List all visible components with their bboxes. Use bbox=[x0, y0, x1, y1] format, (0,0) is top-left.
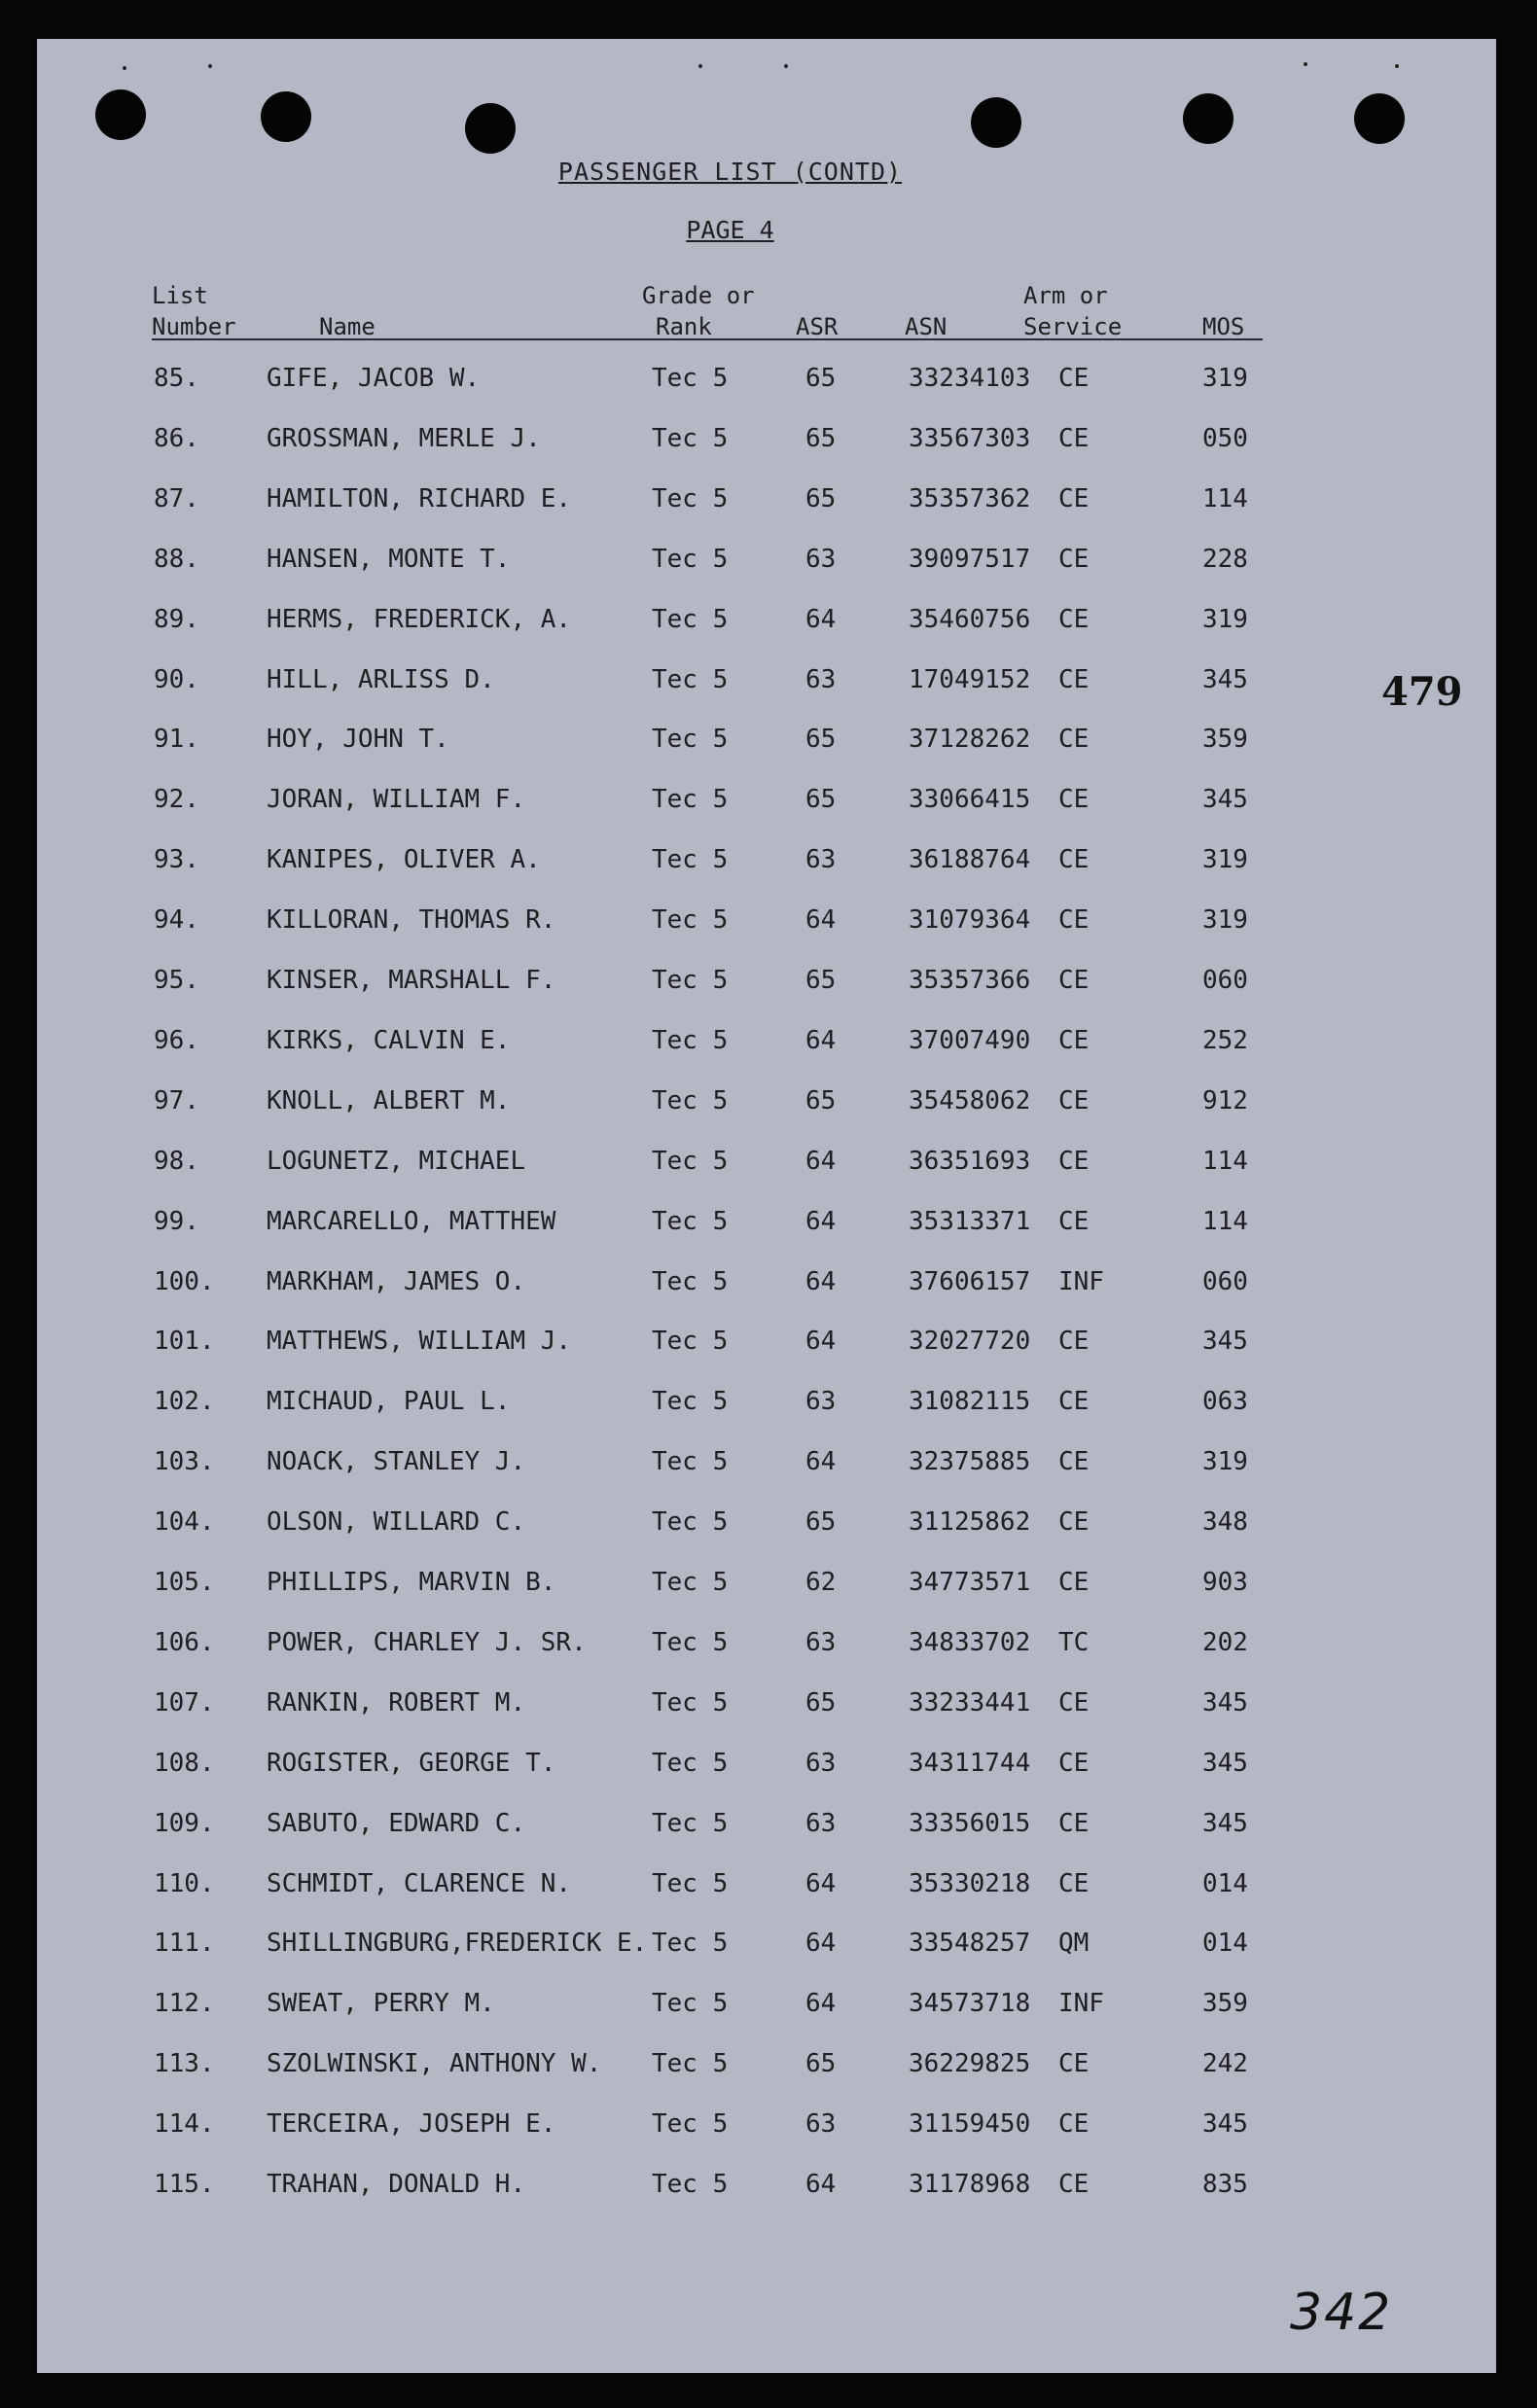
table-row bbox=[37, 364, 1399, 403]
table-row bbox=[37, 1026, 1399, 1065]
cell-grade: Tec 5 bbox=[652, 364, 729, 393]
cell-name: SCHMIDT, CLARENCE N. bbox=[267, 1868, 572, 1898]
cell-mos: 835 bbox=[1202, 2170, 1248, 2199]
cell-asn: 35460756 bbox=[909, 604, 1031, 634]
cell-asn: 35458062 bbox=[909, 1085, 1031, 1115]
cell-grade: Tec 5 bbox=[652, 966, 729, 995]
cell-num: 113. bbox=[154, 2049, 215, 2079]
table-row bbox=[37, 665, 1399, 704]
cell-name: GIFE, JACOB W. bbox=[267, 364, 481, 393]
cell-mos: 345 bbox=[1202, 785, 1248, 815]
table-row bbox=[37, 1929, 1399, 1967]
cell-asr: 64 bbox=[805, 1447, 837, 1477]
cell-asn: 33233441 bbox=[909, 1687, 1031, 1717]
cell-grade: Tec 5 bbox=[652, 1989, 729, 2019]
cell-num: 111. bbox=[154, 1929, 215, 1959]
cell-asr: 64 bbox=[805, 1929, 837, 1959]
cell-arm: CE bbox=[1058, 1025, 1090, 1055]
cell-asn: 35357362 bbox=[909, 483, 1031, 513]
stamp-number: 479 bbox=[1381, 669, 1463, 715]
cell-mos: 252 bbox=[1202, 1025, 1248, 1055]
cell-name: PHILLIPS, MARVIN B. bbox=[267, 1568, 556, 1597]
cell-num: 103. bbox=[154, 1447, 215, 1477]
cell-mos: 345 bbox=[1202, 2109, 1248, 2140]
cell-arm: CE bbox=[1058, 1327, 1090, 1357]
cell-arm: CE bbox=[1058, 2170, 1090, 2199]
cell-mos: 345 bbox=[1202, 1748, 1248, 1778]
cell-grade: Tec 5 bbox=[652, 1868, 729, 1898]
cell-asr: 63 bbox=[805, 1387, 837, 1417]
cell-mos: 345 bbox=[1202, 1808, 1248, 1838]
cell-grade: Tec 5 bbox=[652, 1266, 729, 1296]
cell-grade: Tec 5 bbox=[652, 483, 729, 513]
table-row bbox=[37, 1869, 1399, 1908]
header-grade-line1: Grade or bbox=[642, 282, 755, 309]
cell-mos: 114 bbox=[1202, 1206, 1248, 1236]
cell-name: OLSON, WILLARD C. bbox=[267, 1507, 526, 1538]
cell-grade: Tec 5 bbox=[652, 604, 729, 634]
cell-num: 87. bbox=[154, 483, 199, 513]
cell-mos: 319 bbox=[1202, 905, 1248, 936]
handwritten-number: 342 bbox=[1290, 2284, 1393, 2342]
header-mos: MOS bbox=[1202, 313, 1245, 340]
cell-name: KANIPES, OLIVER A. bbox=[267, 845, 541, 875]
punch-hole bbox=[261, 91, 311, 142]
cell-asn: 35313371 bbox=[909, 1206, 1031, 1236]
cell-name: SHILLINGBURG,FREDERICK E. bbox=[267, 1929, 648, 1959]
cell-asr: 65 bbox=[805, 785, 837, 815]
cell-grade: Tec 5 bbox=[652, 1507, 729, 1538]
cell-num: 101. bbox=[154, 1327, 215, 1357]
cell-grade: Tec 5 bbox=[652, 1568, 729, 1597]
cell-mos: 348 bbox=[1202, 1507, 1248, 1538]
speck bbox=[208, 64, 212, 68]
cell-asn: 37128262 bbox=[909, 725, 1031, 755]
cell-grade: Tec 5 bbox=[652, 1627, 729, 1657]
table-row bbox=[37, 424, 1399, 463]
cell-name: KILLORAN, THOMAS R. bbox=[267, 905, 556, 936]
cell-mos: 903 bbox=[1202, 1568, 1248, 1597]
cell-asn: 31125862 bbox=[909, 1507, 1031, 1538]
table-row bbox=[37, 1989, 1399, 2028]
cell-num: 88. bbox=[154, 544, 199, 574]
cell-arm: CE bbox=[1058, 1507, 1090, 1538]
cell-mos: 359 bbox=[1202, 725, 1248, 755]
cell-asr: 63 bbox=[805, 1748, 837, 1778]
header-list-line2: Number bbox=[152, 313, 236, 340]
cell-arm: CE bbox=[1058, 1568, 1090, 1597]
cell-mos: 063 bbox=[1202, 1387, 1248, 1417]
table-row bbox=[37, 1507, 1399, 1546]
table-row bbox=[37, 1207, 1399, 1246]
cell-arm: CE bbox=[1058, 1868, 1090, 1898]
table-row bbox=[37, 1749, 1399, 1788]
cell-mos: 319 bbox=[1202, 364, 1248, 393]
cell-arm: CE bbox=[1058, 966, 1090, 995]
cell-grade: Tec 5 bbox=[652, 2109, 729, 2140]
cell-num: 96. bbox=[154, 1025, 199, 1055]
cell-name: TERCEIRA, JOSEPH E. bbox=[267, 2109, 556, 2140]
document-sheet bbox=[37, 39, 1496, 2373]
speck bbox=[1395, 64, 1399, 68]
cell-asr: 63 bbox=[805, 2109, 837, 2140]
cell-asn: 33066415 bbox=[909, 785, 1031, 815]
cell-asr: 64 bbox=[805, 905, 837, 936]
punch-hole bbox=[1183, 93, 1233, 144]
cell-arm: CE bbox=[1058, 544, 1090, 574]
cell-num: 95. bbox=[154, 966, 199, 995]
cell-asr: 63 bbox=[805, 1627, 837, 1657]
cell-num: 102. bbox=[154, 1387, 215, 1417]
cell-num: 115. bbox=[154, 2170, 215, 2199]
cell-grade: Tec 5 bbox=[652, 1085, 729, 1115]
table-row bbox=[37, 725, 1399, 763]
cell-asn: 35357366 bbox=[909, 966, 1031, 995]
cell-arm: CE bbox=[1058, 1447, 1090, 1477]
cell-grade: Tec 5 bbox=[652, 423, 729, 453]
cell-arm: TC bbox=[1058, 1627, 1090, 1657]
cell-mos: 242 bbox=[1202, 2049, 1248, 2079]
cell-asr: 63 bbox=[805, 1808, 837, 1838]
cell-asr: 65 bbox=[805, 1085, 837, 1115]
cell-asn: 31178968 bbox=[909, 2170, 1031, 2199]
cell-grade: Tec 5 bbox=[652, 905, 729, 936]
page-label: PAGE 4 bbox=[686, 216, 774, 244]
cell-name: HAMILTON, RICHARD E. bbox=[267, 483, 572, 513]
cell-num: 92. bbox=[154, 785, 199, 815]
cell-arm: CE bbox=[1058, 664, 1090, 694]
header-grade-line2: Rank bbox=[656, 313, 712, 340]
table-row bbox=[37, 1147, 1399, 1186]
cell-name: SZOLWINSKI, ANTHONY W. bbox=[267, 2049, 602, 2079]
cell-num: 112. bbox=[154, 1989, 215, 2019]
cell-num: 107. bbox=[154, 1687, 215, 1717]
cell-num: 104. bbox=[154, 1507, 215, 1538]
cell-name: SABUTO, EDWARD C. bbox=[267, 1808, 526, 1838]
cell-name: MARKHAM, JAMES O. bbox=[267, 1266, 526, 1296]
cell-mos: 014 bbox=[1202, 1929, 1248, 1959]
cell-asn: 33567303 bbox=[909, 423, 1031, 453]
cell-name: MATTHEWS, WILLIAM J. bbox=[267, 1327, 572, 1357]
cell-num: 89. bbox=[154, 604, 199, 634]
header-asr: ASR bbox=[796, 313, 839, 340]
cell-num: 90. bbox=[154, 664, 199, 694]
punch-hole bbox=[465, 103, 516, 154]
cell-grade: Tec 5 bbox=[652, 725, 729, 755]
cell-name: HILL, ARLISS D. bbox=[267, 664, 495, 694]
cell-name: KIRKS, CALVIN E. bbox=[267, 1025, 511, 1055]
cell-mos: 345 bbox=[1202, 1327, 1248, 1357]
cell-name: GROSSMAN, MERLE J. bbox=[267, 423, 541, 453]
cell-name: HOY, JOHN T. bbox=[267, 725, 449, 755]
cell-num: 85. bbox=[154, 364, 199, 393]
cell-asn: 34573718 bbox=[909, 1989, 1031, 2019]
cell-asr: 63 bbox=[805, 845, 837, 875]
cell-grade: Tec 5 bbox=[652, 2170, 729, 2199]
cell-mos: 014 bbox=[1202, 1868, 1248, 1898]
cell-num: 99. bbox=[154, 1206, 199, 1236]
cell-arm: CE bbox=[1058, 2109, 1090, 2140]
cell-arm: CE bbox=[1058, 1085, 1090, 1115]
cell-asn: 34311744 bbox=[909, 1748, 1031, 1778]
cell-grade: Tec 5 bbox=[652, 845, 729, 875]
cell-grade: Tec 5 bbox=[652, 1748, 729, 1778]
cell-mos: 319 bbox=[1202, 845, 1248, 875]
table-row bbox=[37, 1688, 1399, 1727]
cell-asr: 64 bbox=[805, 1206, 837, 1236]
cell-asr: 64 bbox=[805, 604, 837, 634]
cell-arm: CE bbox=[1058, 845, 1090, 875]
cell-grade: Tec 5 bbox=[652, 2049, 729, 2079]
table-row bbox=[37, 484, 1399, 523]
header-asn: ASN bbox=[905, 313, 947, 340]
header-list-number bbox=[152, 280, 236, 342]
speck bbox=[123, 66, 126, 70]
cell-arm: CE bbox=[1058, 364, 1090, 393]
document-title: PASSENGER LIST (CONTD) bbox=[557, 158, 903, 186]
cell-mos: 114 bbox=[1202, 1146, 1248, 1176]
cell-asn: 34833702 bbox=[909, 1627, 1031, 1657]
cell-grade: Tec 5 bbox=[652, 1687, 729, 1717]
cell-grade: Tec 5 bbox=[652, 1808, 729, 1838]
cell-asr: 64 bbox=[805, 1146, 837, 1176]
cell-grade: Tec 5 bbox=[652, 1146, 729, 1176]
table-row bbox=[37, 1327, 1399, 1365]
table-row bbox=[37, 2170, 1399, 2209]
cell-arm: CE bbox=[1058, 785, 1090, 815]
table-row bbox=[37, 1086, 1399, 1125]
cell-arm: CE bbox=[1058, 905, 1090, 936]
cell-grade: Tec 5 bbox=[652, 1929, 729, 1959]
cell-num: 97. bbox=[154, 1085, 199, 1115]
cell-grade: Tec 5 bbox=[652, 1025, 729, 1055]
cell-name: NOACK, STANLEY J. bbox=[267, 1447, 526, 1477]
cell-asr: 64 bbox=[805, 1989, 837, 2019]
speck bbox=[698, 64, 702, 68]
cell-arm: CE bbox=[1058, 1748, 1090, 1778]
cell-asr: 64 bbox=[805, 1868, 837, 1898]
cell-num: 100. bbox=[154, 1266, 215, 1296]
cell-mos: 228 bbox=[1202, 544, 1248, 574]
cell-asr: 64 bbox=[805, 1266, 837, 1296]
cell-asn: 32027720 bbox=[909, 1327, 1031, 1357]
punch-hole bbox=[971, 97, 1021, 148]
header-list-line1: List bbox=[152, 282, 208, 309]
cell-asn: 31159450 bbox=[909, 2109, 1031, 2140]
table-row bbox=[37, 1809, 1399, 1848]
cell-name: RANKIN, ROBERT M. bbox=[267, 1687, 526, 1717]
cell-num: 110. bbox=[154, 1868, 215, 1898]
cell-name: TRAHAN, DONALD H. bbox=[267, 2170, 526, 2199]
cell-name: POWER, CHARLEY J. SR. bbox=[267, 1627, 587, 1657]
cell-asr: 65 bbox=[805, 2049, 837, 2079]
table-row bbox=[37, 966, 1399, 1005]
cell-arm: CE bbox=[1058, 1206, 1090, 1236]
cell-asr: 63 bbox=[805, 544, 837, 574]
cell-arm: CE bbox=[1058, 2049, 1090, 2079]
cell-asn: 32375885 bbox=[909, 1447, 1031, 1477]
table-row bbox=[37, 1447, 1399, 1486]
cell-asn: 31082115 bbox=[909, 1387, 1031, 1417]
cell-asr: 65 bbox=[805, 364, 837, 393]
cell-asn: 37007490 bbox=[909, 1025, 1031, 1055]
cell-num: 114. bbox=[154, 2109, 215, 2140]
cell-mos: 912 bbox=[1202, 1085, 1248, 1115]
cell-name: KINSER, MARSHALL F. bbox=[267, 966, 556, 995]
cell-name: ROGISTER, GEORGE T. bbox=[267, 1748, 556, 1778]
cell-grade: Tec 5 bbox=[652, 785, 729, 815]
cell-asn: 36229825 bbox=[909, 2049, 1031, 2079]
cell-arm: CE bbox=[1058, 1808, 1090, 1838]
cell-name: KNOLL, ALBERT M. bbox=[267, 1085, 511, 1115]
cell-name: JORAN, WILLIAM F. bbox=[267, 785, 526, 815]
cell-name: MICHAUD, PAUL L. bbox=[267, 1387, 511, 1417]
punch-hole bbox=[1354, 93, 1405, 144]
cell-asn: 31079364 bbox=[909, 905, 1031, 936]
cell-asn: 33548257 bbox=[909, 1929, 1031, 1959]
cell-arm: INF bbox=[1058, 1989, 1104, 2019]
cell-asn: 39097517 bbox=[909, 544, 1031, 574]
table-row bbox=[37, 905, 1399, 944]
table-row bbox=[37, 1387, 1399, 1426]
cell-num: 98. bbox=[154, 1146, 199, 1176]
cell-mos: 345 bbox=[1202, 664, 1248, 694]
cell-mos: 060 bbox=[1202, 966, 1248, 995]
header-underline bbox=[152, 338, 1263, 340]
header-arm-line2: Service bbox=[1023, 313, 1123, 340]
cell-asn: 33356015 bbox=[909, 1808, 1031, 1838]
header-name: Name bbox=[319, 313, 375, 340]
cell-asr: 62 bbox=[805, 1568, 837, 1597]
cell-mos: 319 bbox=[1202, 604, 1248, 634]
cell-mos: 345 bbox=[1202, 1687, 1248, 1717]
table-row bbox=[37, 785, 1399, 824]
cell-mos: 050 bbox=[1202, 423, 1248, 453]
cell-mos: 319 bbox=[1202, 1447, 1248, 1477]
table-row bbox=[37, 1628, 1399, 1667]
cell-grade: Tec 5 bbox=[652, 544, 729, 574]
cell-mos: 114 bbox=[1202, 483, 1248, 513]
header-arm bbox=[1023, 280, 1122, 342]
cell-arm: CE bbox=[1058, 725, 1090, 755]
cell-arm: CE bbox=[1058, 483, 1090, 513]
cell-asr: 65 bbox=[805, 1507, 837, 1538]
cell-arm: INF bbox=[1058, 1266, 1104, 1296]
table-row bbox=[37, 1568, 1399, 1607]
cell-num: 105. bbox=[154, 1568, 215, 1597]
cell-asr: 65 bbox=[805, 966, 837, 995]
speck bbox=[784, 64, 788, 68]
cell-asr: 63 bbox=[805, 664, 837, 694]
cell-asn: 33234103 bbox=[909, 364, 1031, 393]
cell-arm: CE bbox=[1058, 423, 1090, 453]
cell-arm: CE bbox=[1058, 604, 1090, 634]
table-row bbox=[37, 605, 1399, 644]
cell-asn: 17049152 bbox=[909, 664, 1031, 694]
cell-asr: 65 bbox=[805, 725, 837, 755]
table-row bbox=[37, 1267, 1399, 1306]
cell-asn: 36188764 bbox=[909, 845, 1031, 875]
cell-asr: 65 bbox=[805, 423, 837, 453]
table-row bbox=[37, 845, 1399, 884]
table-row bbox=[37, 2049, 1399, 2088]
cell-asn: 37606157 bbox=[909, 1266, 1031, 1296]
cell-asr: 65 bbox=[805, 483, 837, 513]
cell-name: LOGUNETZ, MICHAEL bbox=[267, 1146, 526, 1176]
cell-mos: 359 bbox=[1202, 1989, 1248, 2019]
cell-asn: 34773571 bbox=[909, 1568, 1031, 1597]
punch-hole bbox=[95, 89, 146, 140]
cell-num: 86. bbox=[154, 423, 199, 453]
cell-name: SWEAT, PERRY M. bbox=[267, 1989, 495, 2019]
header-arm-line1: Arm or bbox=[1023, 282, 1108, 309]
cell-grade: Tec 5 bbox=[652, 1447, 729, 1477]
cell-num: 94. bbox=[154, 905, 199, 936]
cell-name: HANSEN, MONTE T. bbox=[267, 544, 511, 574]
cell-num: 109. bbox=[154, 1808, 215, 1838]
cell-grade: Tec 5 bbox=[652, 1206, 729, 1236]
cell-asr: 64 bbox=[805, 2170, 837, 2199]
cell-arm: CE bbox=[1058, 1387, 1090, 1417]
cell-arm: CE bbox=[1058, 1687, 1090, 1717]
cell-asr: 64 bbox=[805, 1327, 837, 1357]
cell-mos: 060 bbox=[1202, 1266, 1248, 1296]
cell-num: 91. bbox=[154, 725, 199, 755]
cell-arm: QM bbox=[1058, 1929, 1090, 1959]
header-grade bbox=[642, 280, 755, 342]
table-row bbox=[37, 545, 1399, 584]
cell-grade: Tec 5 bbox=[652, 1387, 729, 1417]
cell-name: MARCARELLO, MATTHEW bbox=[267, 1206, 556, 1236]
cell-asr: 65 bbox=[805, 1687, 837, 1717]
cell-grade: Tec 5 bbox=[652, 664, 729, 694]
speck bbox=[1304, 62, 1307, 66]
cell-num: 93. bbox=[154, 845, 199, 875]
cell-mos: 202 bbox=[1202, 1627, 1248, 1657]
cell-num: 106. bbox=[154, 1627, 215, 1657]
cell-name: HERMS, FREDERICK, A. bbox=[267, 604, 572, 634]
cell-num: 108. bbox=[154, 1748, 215, 1778]
cell-asn: 36351693 bbox=[909, 1146, 1031, 1176]
cell-asn: 35330218 bbox=[909, 1868, 1031, 1898]
cell-asr: 64 bbox=[805, 1025, 837, 1055]
cell-arm: CE bbox=[1058, 1146, 1090, 1176]
cell-grade: Tec 5 bbox=[652, 1327, 729, 1357]
table-row bbox=[37, 2109, 1399, 2148]
